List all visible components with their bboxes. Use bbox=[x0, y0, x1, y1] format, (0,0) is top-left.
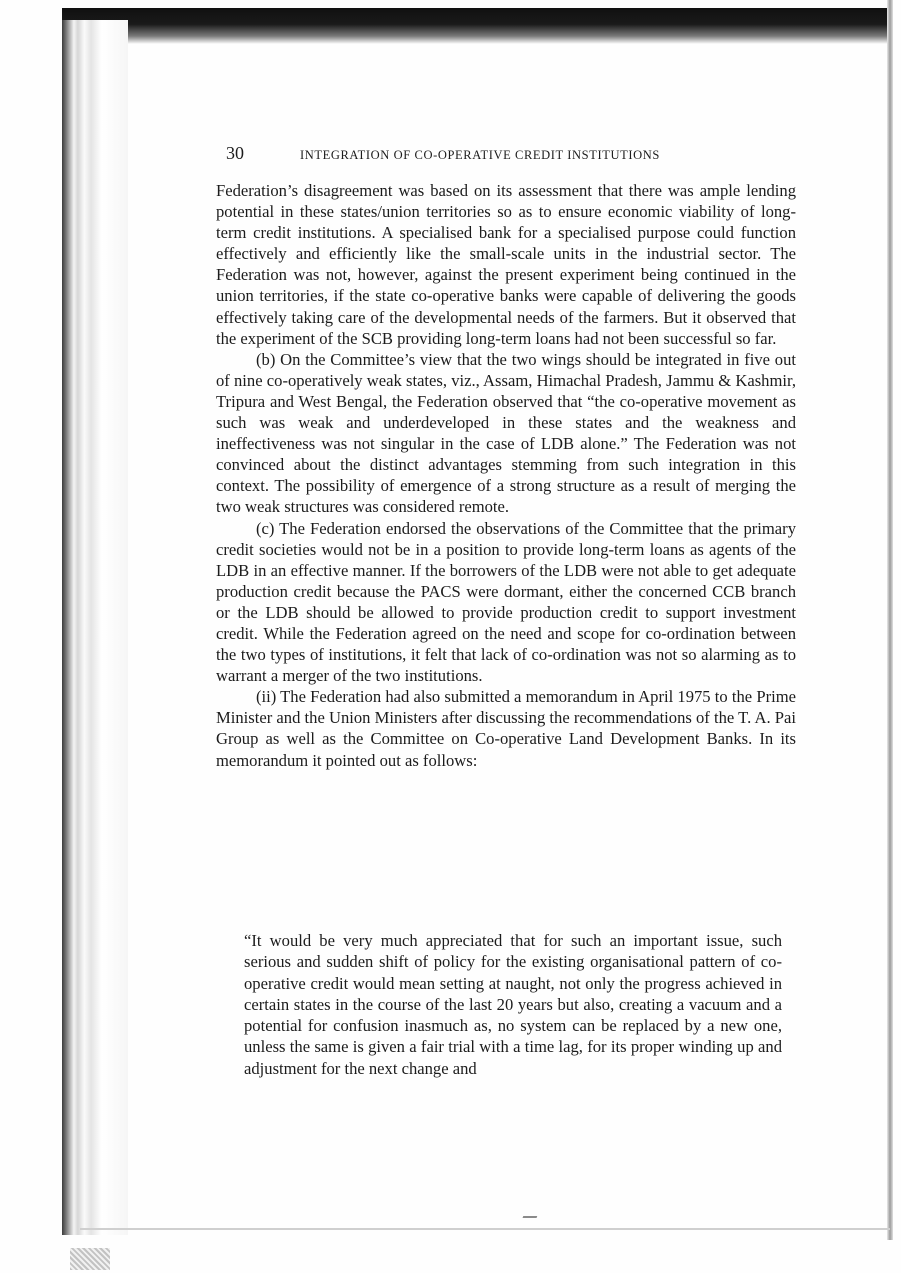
page-header bbox=[226, 143, 796, 169]
paragraph-b: (b) On the Committee’s view that the two wings should be integrated in five out of nine co-operatively weak states, viz., Assam, Himachal Pradesh, Jammu & Kashmir, Tripura and West Bengal, the Federation observed that “the co-operative movement as such was weak and underdeveloped in these states and the weakness and ineffectiveness was not singular in the case of LDB alone.” The Federation was not convinced about the distinct advantages stemming from such integration in this context. The possibility of emergence of a strong structure as a result of merging the two weak structures was considered remote. bbox=[216, 349, 796, 517]
scan-corner-artifact bbox=[70, 1248, 110, 1270]
running-head: INTEGRATION OF CO-OPERATIVE CREDIT INSTITUTIONS bbox=[300, 148, 660, 162]
quote-text: “It would be very much appreciated that for such an important issue, such serious and sudden shift of policy for the existing organisational pattern of co-operative credit would mean setting at naught, not only the progress achieved in certain states in the course of the last 20 years but also, creating a vacuum and a potential for confusion inasmuch as, no system can be replaced by a new one, unless the same is given a fair trial with a time lag, for its proper winding up and adjustment for the next change and bbox=[244, 931, 782, 1078]
page-bottom-edge bbox=[80, 1228, 890, 1230]
ink-smudge bbox=[523, 1210, 540, 1218]
block-quote bbox=[244, 930, 782, 1079]
paragraph-ii: (ii) The Federation had also submitted a memorandum in April 1975 to the Prime Minister and the Union Ministers after discussing the recommendations of the T. A. Pai Group as well as the Committee on Co-operative Land Development Banks. In its memorandum it pointed out as follows: bbox=[216, 687, 796, 770]
body-text bbox=[216, 180, 796, 771]
scan-top-shadow bbox=[62, 8, 890, 44]
book-binding-edge bbox=[62, 20, 128, 1235]
paragraph-c: (c) The Federation endorsed the observations of the Committee that the primary credit societies would not be in a position to provide long-term loans as agents of the LDB in an effective manner. If the borrowers of the LDB were not able to get adequate production credit because the PACS were dormant, either the concerned CCB branch or the LDB should be allowed to provide production credit to support investment credit. While the Federation agreed on the need and scope for co-ordination between the two types of institutions, it felt that lack of co-ordination was not so alarming as to warrant a merger of the two institutions. bbox=[216, 518, 796, 686]
page-number: 30 bbox=[226, 143, 244, 163]
paragraph-continuation: Federation’s disagreement was based on its assessment that there was ample lending potential in these states/union territories so as to ensure economic viability of long-term credit institutions. A specialised bank for a specialised purpose could function effectively and efficiently like the small-scale units in the industrial sector. The Federation was not, however, against the present experiment being continued in the union territories, if the state co-operative banks were capable of delivering the goods effectively taking care of the developmental needs of the farmers. But it observed that the experiment of the SCB providing long-term loans had not been successful so far. bbox=[216, 181, 796, 348]
page-right-edge bbox=[887, 0, 893, 1240]
